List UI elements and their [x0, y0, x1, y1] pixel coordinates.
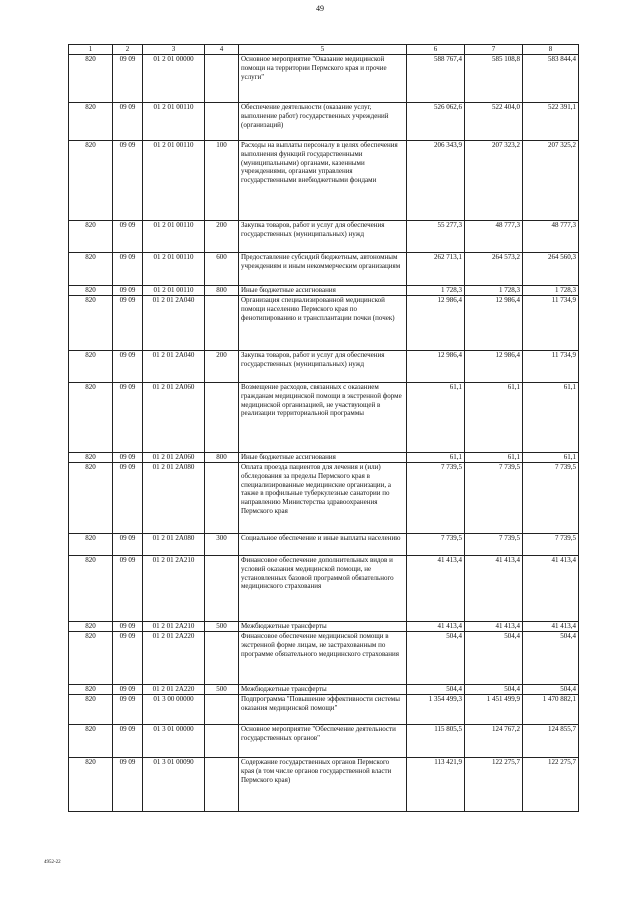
amount-col7-cell: 264 573,2	[465, 253, 523, 286]
amount-col7-cell: 207 323,2	[465, 141, 523, 221]
gov-code-cell: 820	[69, 556, 113, 622]
gov-code-cell: 820	[69, 141, 113, 221]
section-code-cell: 09 09	[113, 296, 143, 351]
expense-type-cell: 200	[205, 221, 239, 253]
amount-col8-cell: 48 777,3	[523, 221, 579, 253]
description-cell: Основное мероприятие "Оказание медицинской помощи на территории Пермского края и прочие услуги"	[239, 55, 407, 103]
amount-col6-cell: 41 413,4	[407, 622, 465, 632]
section-code-cell: 09 09	[113, 556, 143, 622]
section-code-cell: 09 09	[113, 103, 143, 141]
amount-col7-cell: 504,4	[465, 685, 523, 695]
section-code-cell: 09 09	[113, 141, 143, 221]
expense-type-cell: 500	[205, 622, 239, 632]
footer-code: 4952-22	[44, 860, 61, 865]
expense-type-cell	[205, 103, 239, 141]
table-row	[69, 286, 579, 296]
gov-code-cell: 820	[69, 534, 113, 556]
header-row	[69, 45, 579, 55]
amount-col8-cell: 41 413,4	[523, 556, 579, 622]
description-cell: Оплата проезда пациентов для лечения и (или) обследования за пределы Пермского края в специализированные медицинские организации, а также в профильные туберкулезные санатории по направлению Министерства здравоохранения Пермского края	[239, 463, 407, 534]
expense-type-cell: 100	[205, 141, 239, 221]
amount-col6-cell: 61,1	[407, 453, 465, 463]
amount-col7-cell: 504,4	[465, 632, 523, 685]
amount-col7-cell: 12 986,4	[465, 296, 523, 351]
description-cell: Основное мероприятие "Обеспечение деятельности государственных органов"	[239, 725, 407, 758]
table-row	[69, 221, 579, 253]
budget-table	[68, 44, 579, 812]
amount-col7-cell: 124 767,2	[465, 725, 523, 758]
target-code-cell: 01 2 01 2А040	[143, 351, 205, 383]
gov-code-cell: 820	[69, 758, 113, 812]
page-number: 49	[316, 4, 324, 13]
table-row	[69, 695, 579, 725]
amount-col6-cell: 113 421,9	[407, 758, 465, 812]
gov-code-cell: 820	[69, 383, 113, 453]
amount-col8-cell: 61,1	[523, 383, 579, 453]
description-cell: Иные бюджетные ассигнования	[239, 286, 407, 296]
expense-type-cell: 600	[205, 253, 239, 286]
description-cell: Межбюджетные трансферты	[239, 685, 407, 695]
expense-type-cell: 300	[205, 534, 239, 556]
amount-col8-cell: 11 734,9	[523, 351, 579, 383]
section-code-cell: 09 09	[113, 463, 143, 534]
amount-col8-cell: 122 275,7	[523, 758, 579, 812]
header-cell: 7	[465, 45, 523, 55]
section-code-cell: 09 09	[113, 253, 143, 286]
table-row	[69, 463, 579, 534]
amount-col8-cell: 11 734,9	[523, 296, 579, 351]
amount-col7-cell: 1 728,3	[465, 286, 523, 296]
description-cell: Обеспечение деятельности (оказание услуг, выполнение работ) государственных учреждений (организаций)	[239, 103, 407, 141]
expense-type-cell	[205, 556, 239, 622]
section-code-cell: 09 09	[113, 55, 143, 103]
table-row	[69, 253, 579, 286]
amount-col7-cell: 48 777,3	[465, 221, 523, 253]
target-code-cell: 01 2 01 2А210	[143, 556, 205, 622]
amount-col8-cell: 504,4	[523, 632, 579, 685]
header-cell: 1	[69, 45, 113, 55]
amount-col6-cell: 504,4	[407, 632, 465, 685]
section-code-cell: 09 09	[113, 758, 143, 812]
gov-code-cell: 820	[69, 725, 113, 758]
target-code-cell: 01 2 01 00110	[143, 221, 205, 253]
table-row	[69, 351, 579, 383]
description-cell: Социальное обеспечение и иные выплаты населению	[239, 534, 407, 556]
amount-col8-cell: 7 739,5	[523, 534, 579, 556]
amount-col7-cell: 522 404,0	[465, 103, 523, 141]
amount-col6-cell: 12 986,4	[407, 351, 465, 383]
table-row	[69, 55, 579, 103]
gov-code-cell: 820	[69, 253, 113, 286]
expense-type-cell	[205, 296, 239, 351]
amount-col6-cell: 262 713,1	[407, 253, 465, 286]
gov-code-cell: 820	[69, 632, 113, 685]
amount-col8-cell: 61,1	[523, 453, 579, 463]
amount-col6-cell: 7 739,5	[407, 463, 465, 534]
table-row	[69, 534, 579, 556]
table-row	[69, 622, 579, 632]
description-cell: Закупка товаров, работ и услуг для обеспечения государственных (муниципальных) нужд	[239, 221, 407, 253]
target-code-cell: 01 3 01 00090	[143, 758, 205, 812]
gov-code-cell: 820	[69, 55, 113, 103]
gov-code-cell: 820	[69, 622, 113, 632]
gov-code-cell: 820	[69, 286, 113, 296]
target-code-cell: 01 2 01 2А080	[143, 534, 205, 556]
amount-col8-cell: 7 739,5	[523, 463, 579, 534]
gov-code-cell: 820	[69, 296, 113, 351]
amount-col7-cell: 61,1	[465, 453, 523, 463]
amount-col7-cell: 41 413,4	[465, 556, 523, 622]
table-row	[69, 103, 579, 141]
section-code-cell: 09 09	[113, 383, 143, 453]
gov-code-cell: 820	[69, 695, 113, 725]
target-code-cell: 01 2 01 2А060	[143, 453, 205, 463]
table-row	[69, 725, 579, 758]
amount-col7-cell: 7 739,5	[465, 534, 523, 556]
target-code-cell: 01 2 01 2А220	[143, 632, 205, 685]
section-code-cell: 09 09	[113, 725, 143, 758]
description-cell: Расходы на выплаты персоналу в целях обеспечения выполнения функций государственными (муниципальными) органами, казенными учреждениями, органами управления государственными внебюджетными фондами	[239, 141, 407, 221]
amount-col8-cell: 522 391,1	[523, 103, 579, 141]
amount-col6-cell: 1 728,3	[407, 286, 465, 296]
gov-code-cell: 820	[69, 453, 113, 463]
target-code-cell: 01 2 01 2А080	[143, 463, 205, 534]
expense-type-cell	[205, 463, 239, 534]
amount-col6-cell: 12 986,4	[407, 296, 465, 351]
expense-type-cell	[205, 695, 239, 725]
table-row	[69, 556, 579, 622]
amount-col8-cell: 124 855,7	[523, 725, 579, 758]
section-code-cell: 09 09	[113, 221, 143, 253]
gov-code-cell: 820	[69, 463, 113, 534]
section-code-cell: 09 09	[113, 622, 143, 632]
amount-col8-cell: 41 413,4	[523, 622, 579, 632]
description-cell: Подпрограмма "Повышение эффективности системы оказания медицинской помощи"	[239, 695, 407, 725]
amount-col6-cell: 115 805,5	[407, 725, 465, 758]
section-code-cell: 09 09	[113, 286, 143, 296]
amount-col6-cell: 588 767,4	[407, 55, 465, 103]
table-row	[69, 141, 579, 221]
amount-col8-cell: 1 728,3	[523, 286, 579, 296]
target-code-cell: 01 2 01 2А210	[143, 622, 205, 632]
amount-col8-cell: 583 844,4	[523, 55, 579, 103]
header-cell: 2	[113, 45, 143, 55]
header-cell: 3	[143, 45, 205, 55]
section-code-cell: 09 09	[113, 632, 143, 685]
description-cell: Финансовое обеспечение дополнительных видов и условий оказания медицинской помощи, не установленных базовой программой обязательного медицинского страхования	[239, 556, 407, 622]
section-code-cell: 09 09	[113, 695, 143, 725]
gov-code-cell: 820	[69, 103, 113, 141]
expense-type-cell	[205, 632, 239, 685]
amount-col7-cell: 61,1	[465, 383, 523, 453]
expense-type-cell: 500	[205, 685, 239, 695]
amount-col6-cell: 526 062,6	[407, 103, 465, 141]
amount-col7-cell: 122 275,7	[465, 758, 523, 812]
expense-type-cell	[205, 758, 239, 812]
expense-type-cell	[205, 383, 239, 453]
table-row	[69, 296, 579, 351]
description-cell: Закупка товаров, работ и услуг для обеспечения государственных (муниципальных) нужд	[239, 351, 407, 383]
amount-col6-cell: 41 413,4	[407, 556, 465, 622]
header-cell: 8	[523, 45, 579, 55]
amount-col8-cell: 504,4	[523, 685, 579, 695]
amount-col8-cell: 1 470 882,1	[523, 695, 579, 725]
header-cell: 4	[205, 45, 239, 55]
target-code-cell: 01 2 01 00110	[143, 103, 205, 141]
amount-col6-cell: 55 277,3	[407, 221, 465, 253]
amount-col6-cell: 206 343,9	[407, 141, 465, 221]
target-code-cell: 01 2 01 00000	[143, 55, 205, 103]
gov-code-cell: 820	[69, 221, 113, 253]
expense-type-cell: 200	[205, 351, 239, 383]
amount-col7-cell: 1 451 499,9	[465, 695, 523, 725]
description-cell: Содержание государственных органов Пермского края (в том числе органов государственной власти Пермского края)	[239, 758, 407, 812]
table-row	[69, 383, 579, 453]
table-row	[69, 632, 579, 685]
amount-col6-cell: 7 739,5	[407, 534, 465, 556]
amount-col6-cell: 1 354 499,3	[407, 695, 465, 725]
expense-type-cell: 800	[205, 286, 239, 296]
section-code-cell: 09 09	[113, 453, 143, 463]
target-code-cell: 01 2 01 2А040	[143, 296, 205, 351]
expense-type-cell	[205, 55, 239, 103]
description-cell: Финансовое обеспечение медицинской помощи в экстренной форме лицам, не застрахованным по программе обязательного медицинского страхования	[239, 632, 407, 685]
section-code-cell: 09 09	[113, 685, 143, 695]
description-cell: Межбюджетные трансферты	[239, 622, 407, 632]
table-row	[69, 758, 579, 812]
target-code-cell: 01 2 01 00110	[143, 141, 205, 221]
expense-type-cell: 800	[205, 453, 239, 463]
description-cell: Предоставление субсидий бюджетным, автономным учреждениям и иным некоммерческим организациям	[239, 253, 407, 286]
section-code-cell: 09 09	[113, 534, 143, 556]
amount-col7-cell: 7 739,5	[465, 463, 523, 534]
gov-code-cell: 820	[69, 351, 113, 383]
header-cell: 6	[407, 45, 465, 55]
gov-code-cell: 820	[69, 685, 113, 695]
target-code-cell: 01 3 01 00000	[143, 725, 205, 758]
expense-type-cell	[205, 725, 239, 758]
description-cell: Организация специализированной медицинской помощи населению Пермского края по фенотипированию и трансплантации почки (почек)	[239, 296, 407, 351]
amount-col7-cell: 585 108,8	[465, 55, 523, 103]
amount-col8-cell: 264 560,3	[523, 253, 579, 286]
target-code-cell: 01 2 01 00110	[143, 286, 205, 296]
amount-col7-cell: 12 986,4	[465, 351, 523, 383]
target-code-cell: 01 3 00 00000	[143, 695, 205, 725]
target-code-cell: 01 2 01 00110	[143, 253, 205, 286]
target-code-cell: 01 2 01 2А060	[143, 383, 205, 453]
target-code-cell: 01 2 01 2А220	[143, 685, 205, 695]
header-cell: 5	[239, 45, 407, 55]
table-row	[69, 685, 579, 695]
amount-col8-cell: 207 325,2	[523, 141, 579, 221]
description-cell: Иные бюджетные ассигнования	[239, 453, 407, 463]
table-row	[69, 453, 579, 463]
amount-col6-cell: 61,1	[407, 383, 465, 453]
section-code-cell: 09 09	[113, 351, 143, 383]
amount-col7-cell: 41 413,4	[465, 622, 523, 632]
description-cell: Возмещение расходов, связанных с оказанием гражданам медицинской помощи в экстренной форме медицинской организацией, не участвующей в реализации территориальной программы	[239, 383, 407, 453]
amount-col6-cell: 504,4	[407, 685, 465, 695]
